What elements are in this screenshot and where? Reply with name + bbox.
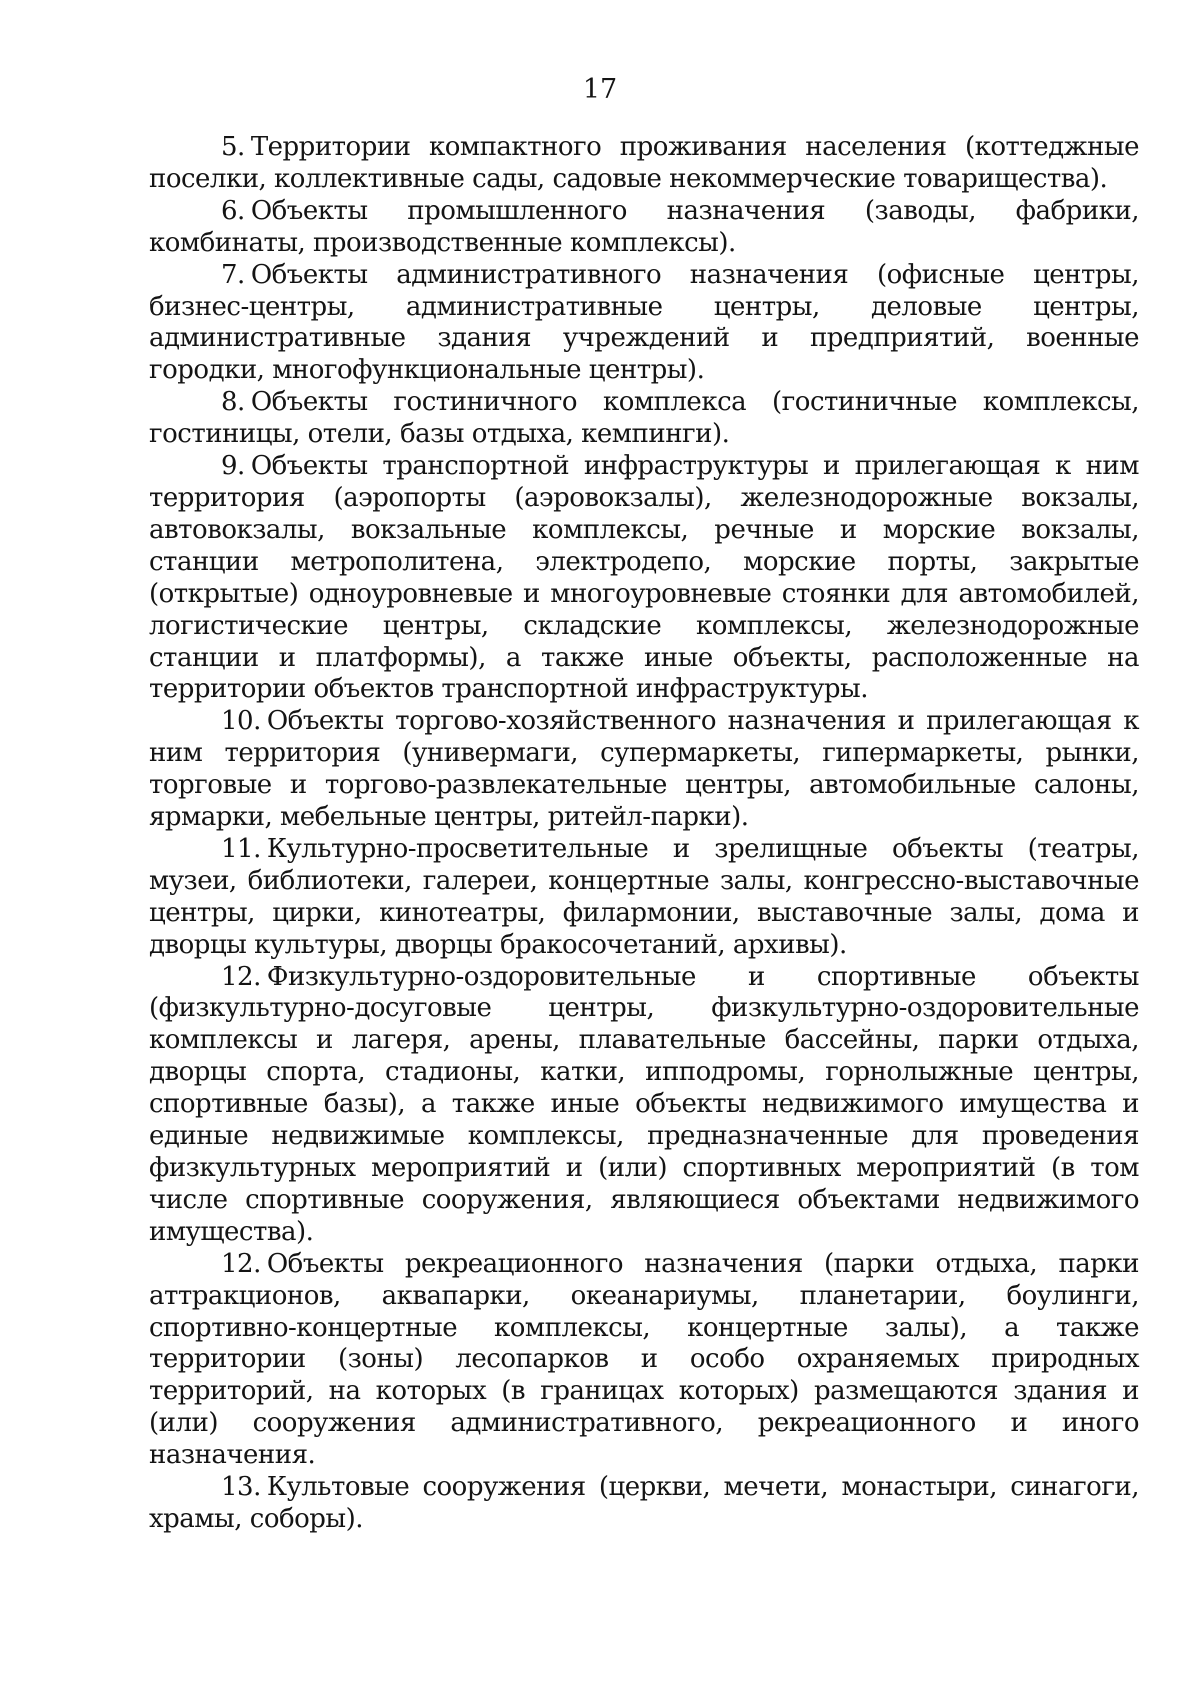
list-item <box>149 451 1139 706</box>
item-number: 6. <box>221 195 245 226</box>
item-text: Физкультурно-оздоровительные и спортивные объекты (физкультурно-досуговые центры, физкультурно-оздоровительные комплексы и лагеря, арены, плавательные бассейны, парки отдыха, дворцы спорта, стадионы, катки, ипподромы, горнолыжные центры, спортивные базы), а также иные объекты недвижимого имущества и единые недвижимые комплексы, предназначенные для проведения физкультурных мероприятий и (или) спортивных мероприятий (в том числе спортивные сооружения, являющиеся объектами недвижимого имущества). <box>149 961 1139 1247</box>
page-number: 17 <box>582 74 618 105</box>
item-text: Объекты торгово-хозяйственного назначения и прилегающая к ним территория (универмаги, супермаркеты, гипермаркеты, рынки, торговые и торгово-развлекательные центры, автомобильные салоны, ярмарки, мебельные центры, ритейл-парки). <box>149 706 1139 833</box>
item-number: 7. <box>221 259 245 290</box>
list-item <box>149 706 1139 834</box>
item-text: Объекты рекреационного назначения (парки отдыха, парки аттракционов, аквапарки, океанариумы, планетарии, боулинги, спортивно-концертные комплексы, концертные залы), а также территории (зоны) лесопарков и особо охраняемых природных территорий, на которых (в границах которых) размещаются здания и (или) сооружения административного, рекреационного и иного назначения. <box>149 1248 1139 1471</box>
item-text: Культурно-просветительные и зрелищные объекты (театры, музеи, библиотеки, галереи, концертные залы, конгрессно-выставочные центры, цирки, кинотеатры, филармонии, выставочные залы, дома и дворцы культуры, дворцы бракосочетаний, архивы). <box>149 833 1139 960</box>
list-item <box>149 834 1139 962</box>
item-text: Объекты гостиничного комплекса (гостиничные комплексы, гостиницы, отели, базы отдыха, кемпинги). <box>149 387 1139 450</box>
list-item <box>149 260 1139 388</box>
list-item <box>149 1249 1139 1472</box>
item-number: 13. <box>221 1472 261 1503</box>
item-text: Культовые сооружения (церкви, мечети, монастыри, синагоги, храмы, соборы). <box>149 1472 1139 1534</box>
item-number: 8. <box>221 387 245 418</box>
item-number: 10. <box>221 706 261 737</box>
item-text: Объекты промышленного назначения (заводы, фабрики, комбинаты, производственные комплексы). <box>149 195 1139 258</box>
item-text: Территории компактного проживания населения (коттеджные поселки, коллективные сады, садовые некоммерческие товарищества). <box>149 132 1139 194</box>
item-number: 12. <box>221 1248 261 1279</box>
item-number: 9. <box>221 451 245 482</box>
list-item <box>149 387 1139 451</box>
item-number: 11. <box>221 833 261 864</box>
item-text: Объекты транспортной инфраструктуры и прилегающая к ним территория (аэропорты (аэровокзалы), железнодорожные вокзалы, автовокзалы, вокзальные комплексы, речные и морские вокзалы, станции метрополитена, электродепо, морские порты, закрытые (открытые) одноуровневые и многоуровневые стоянки для автомобилей, логистические центры, складские комплексы, железнодорожные станции и платформы), а также иные объекты, расположенные на территории объектов транспортной инфраструктуры. <box>149 451 1139 705</box>
list-item <box>149 132 1139 196</box>
list-item <box>149 196 1139 260</box>
document-body <box>149 132 1139 1536</box>
item-number: 12. <box>221 961 261 992</box>
item-text: Объекты административного назначения (офисные центры, бизнес-центры, административные центры, деловые центры, административные здания учреждений и предприятий, военные городки, многофункциональные центры). <box>149 259 1139 386</box>
list-item <box>149 962 1139 1249</box>
list-item <box>149 1472 1139 1536</box>
item-number: 5. <box>221 132 245 162</box>
